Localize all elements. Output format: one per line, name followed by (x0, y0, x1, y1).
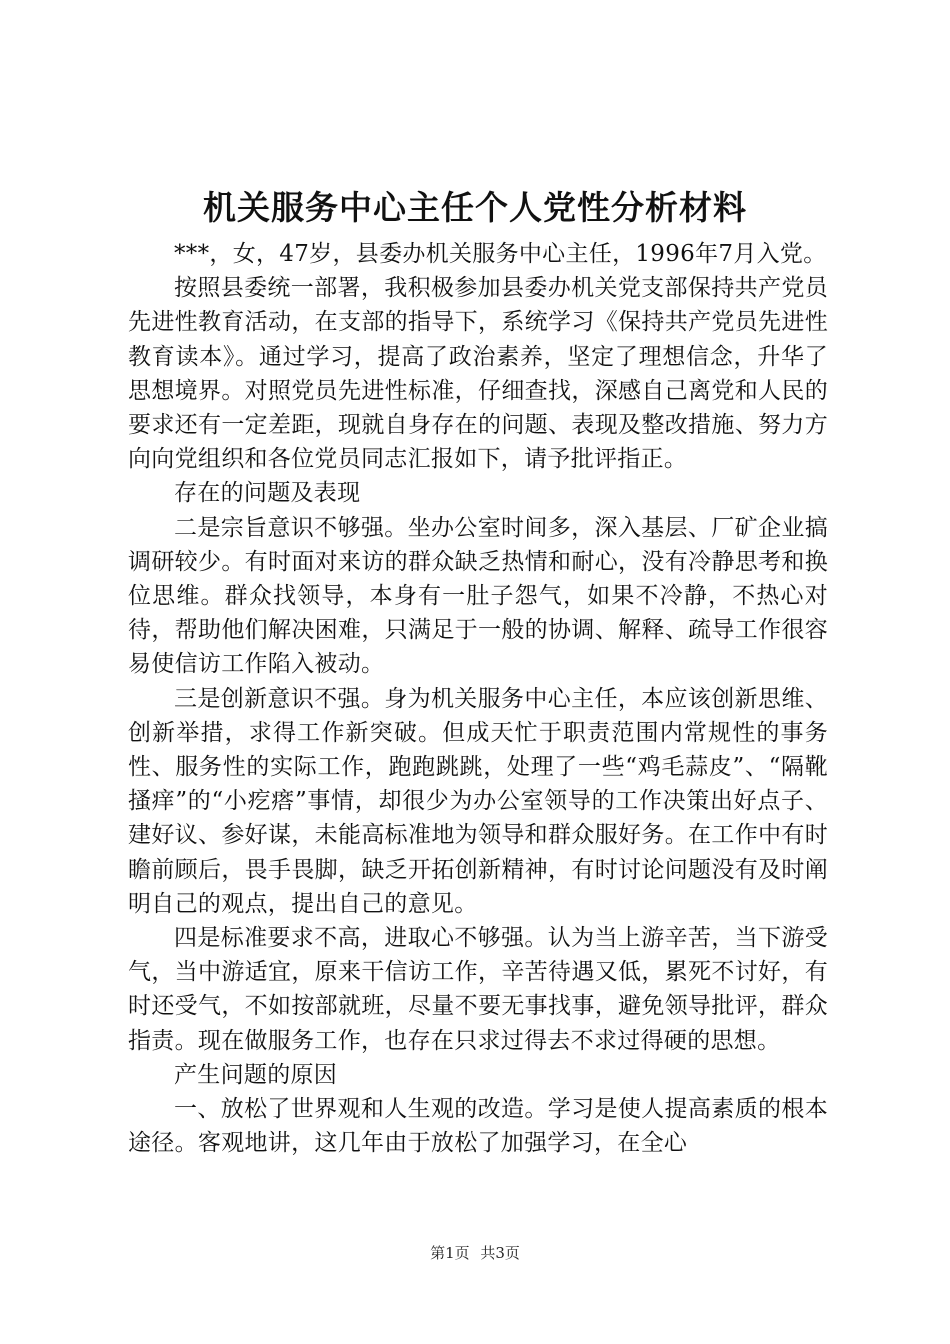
paragraph-worldview: 一、放松了世界观和人生观的改造。学习是使人提高素质的根本途径。客观地讲，这几年由于放松了加强学习，在全心 (128, 1096, 828, 1157)
paragraph-intro: ***，女，47岁，县委办机关服务中心主任，1996年7月入党。 (174, 241, 827, 267)
page-number-current: 第1页 (430, 1244, 470, 1262)
paragraph-study: 按照县委统一部署，我积极参加县委办机关党支部保持共产党员先进性教育活动，在支部的指导下，系统学习《保持共产党员先进性教育读本》。通过学习，提高了政治素养，坚定了理想信念，升华了思想境界。对照党员先进性标准，仔细查找，深感自己离党和人民的要求还有一定差距，现就自身存在的问题、表现及整改措施、努力方向向党组织和各位党员同志汇报如下，请予批评指正。 (128, 275, 828, 473)
document-body (128, 237, 828, 1160)
section-heading-causes: 产生问题的原因 (174, 1061, 338, 1088)
paragraph-standards: 四是标准要求不高，进取心不够强。认为当上游辛苦，当下游受气，当中游适宜，原来干信访工作，辛苦待遇又低，累死不讨好，有时还受气，不如按部就班，尽量不要无事找事，避免领导批评，群众指责。现在做服务工作，也存在只求过得去不求过得硬的思想。 (128, 925, 828, 1054)
section-heading-problems: 存在的问题及表现 (174, 480, 361, 507)
page-footer (0, 1243, 950, 1263)
document-title: 机关服务中心主任个人党性分析材料 (203, 188, 747, 227)
page-number-total: 共3页 (480, 1244, 520, 1262)
paragraph-innovation: 三是创新意识不强。身为机关服务中心主任，本应该创新思维、创新举措，求得工作新突破。但成天忙于职责范围内常规性的事务性、服务性的实际工作，跑跑跳跳，处理了一些“鸡毛蒜皮”、“隔靴搔痒”的“小疙瘩”事情，却很少为办公室领导的工作决策出好点子、建好议、参好谋，未能高标准地为领导和群众服好务。在工作中有时瞻前顾后，畏手畏脚，缺乏开拓创新精神，有时讨论问题没有及时阐明自己的观点，提出自己的意见。 (128, 685, 828, 917)
paragraph-purpose-awareness: 二是宗旨意识不够强。坐办公室时间多，深入基层、厂矿企业搞调研较少。有时面对来访的群众缺乏热情和耐心，没有冷静思考和换位思维。群众找领导，本身有一肚子怨气，如果不冷静，不热心对待，帮助他们解决困难，只满足于一般的协调、解释、疏导工作很容易使信访工作陷入被动。 (128, 514, 828, 678)
